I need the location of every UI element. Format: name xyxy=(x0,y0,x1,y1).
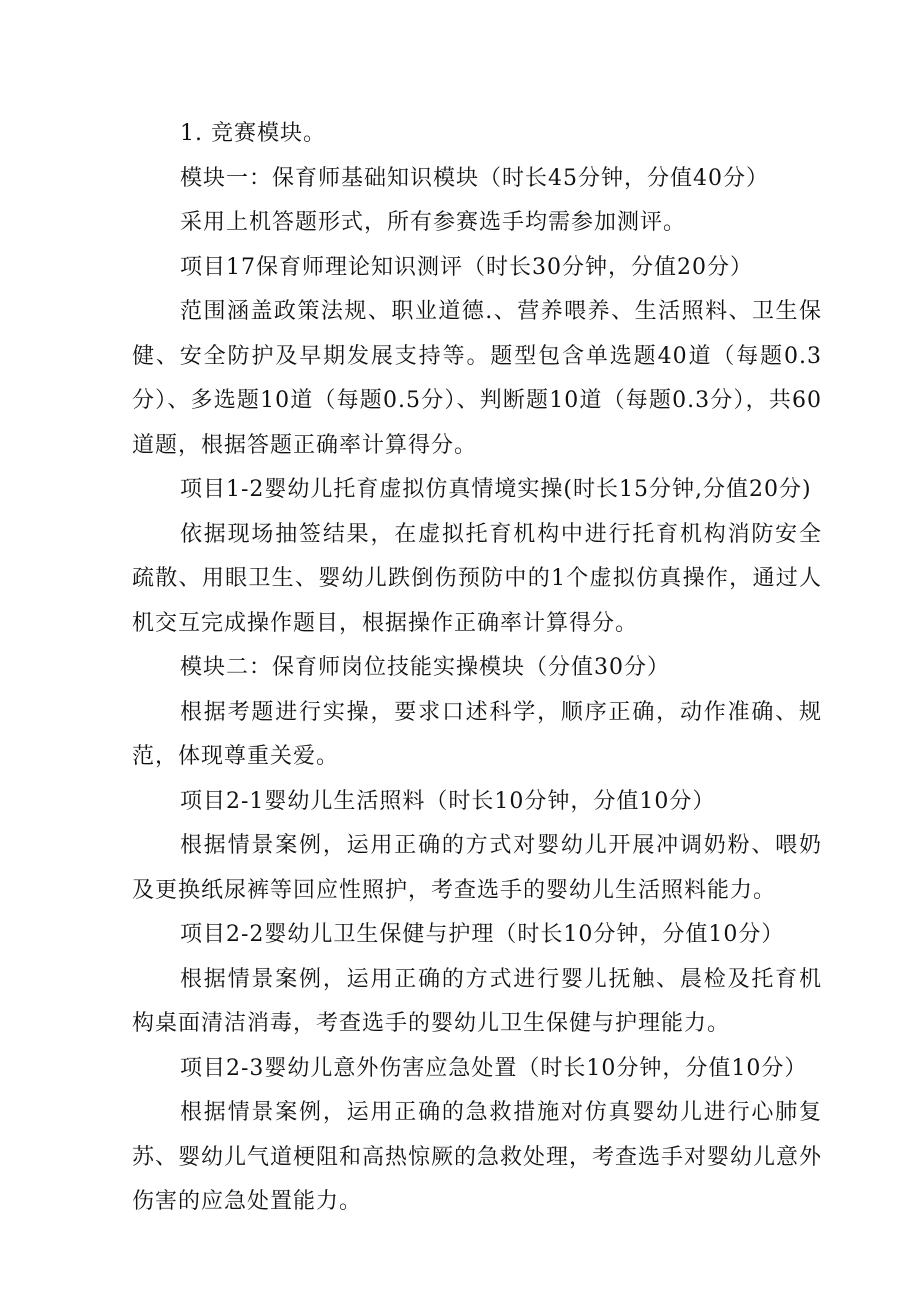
project-2-2-heading: 项目2-2婴幼儿卫生保健与护理（时长10分钟，分值10分） xyxy=(180,922,785,947)
project-2-1-description: 根据情景案例，运用正确的方式对婴幼儿开展冲调奶粉、喂奶及更换纸尿裤等回应性照护，考查选手的婴幼儿生活照料能力。 xyxy=(132,833,822,903)
project-1-1-description: 范围涵盖政策法规、职业道德.、营养喂养、生活照料、卫生保健、安全防护及早期发展支持等。题型包含单选题40道（每题0.3分）、多选题10道（每题0.5分）、判断题10道（每题0.3分），共60道题，根据答题正确率计算得分。 xyxy=(132,299,822,458)
project-2-3-heading: 项目2-3婴幼儿意外伤害应急处置（时长10分钟，分值10分） xyxy=(180,1055,808,1081)
project-2-2-description: 根据情景案例，运用正确的方式进行婴儿抚触、晨检及托育机构桌面清洁消毒，考查选手的婴幼儿卫生保健与护理能力。 xyxy=(132,966,822,1036)
module-one-heading: 模块一：保育师基础知识模块（时长45分钟，分值40分） xyxy=(180,165,769,191)
project-1-2-description: 依据现场抽签结果，在虚拟托育机构中进行托育机构消防安全疏散、用眼卫生、婴幼儿跌倒伤预防中的1个虚拟仿真操作，通过人机交互完成操作题目，根据操作正确率计算得分。 xyxy=(132,521,822,636)
project-1-2-heading: 项目1-2婴幼儿托育虚拟仿真情境实操(时长15分钟,分值20分) xyxy=(180,477,812,502)
module-two-description: 根据考题进行实操，要求口述科学，顺序正确，动作准确、规范，体现尊重关爱。 xyxy=(132,699,822,769)
project-2-1-heading: 项目2-1婴幼儿生活照料（时长10分钟，分值10分） xyxy=(180,788,716,814)
section-heading: 1. 竞赛模块。 xyxy=(180,121,326,146)
project-1-1-heading: 项目17保育师理论知识测评（时长30分钟，分值20分） xyxy=(180,254,753,280)
module-one-description: 采用上机答题形式，所有参赛选手均需参加测评。 xyxy=(180,210,687,235)
document-page xyxy=(132,112,822,1225)
module-two-heading: 模块二：保育师岗位技能实操模块（分值30分） xyxy=(180,655,670,680)
project-2-3-description: 根据情景案例，运用正确的急救措施对仿真婴幼儿进行心肺复苏、婴幼儿气道梗阻和高热惊厥的急救处理，考查选手对婴幼儿意外伤害的应急处置能力。 xyxy=(132,1100,823,1214)
